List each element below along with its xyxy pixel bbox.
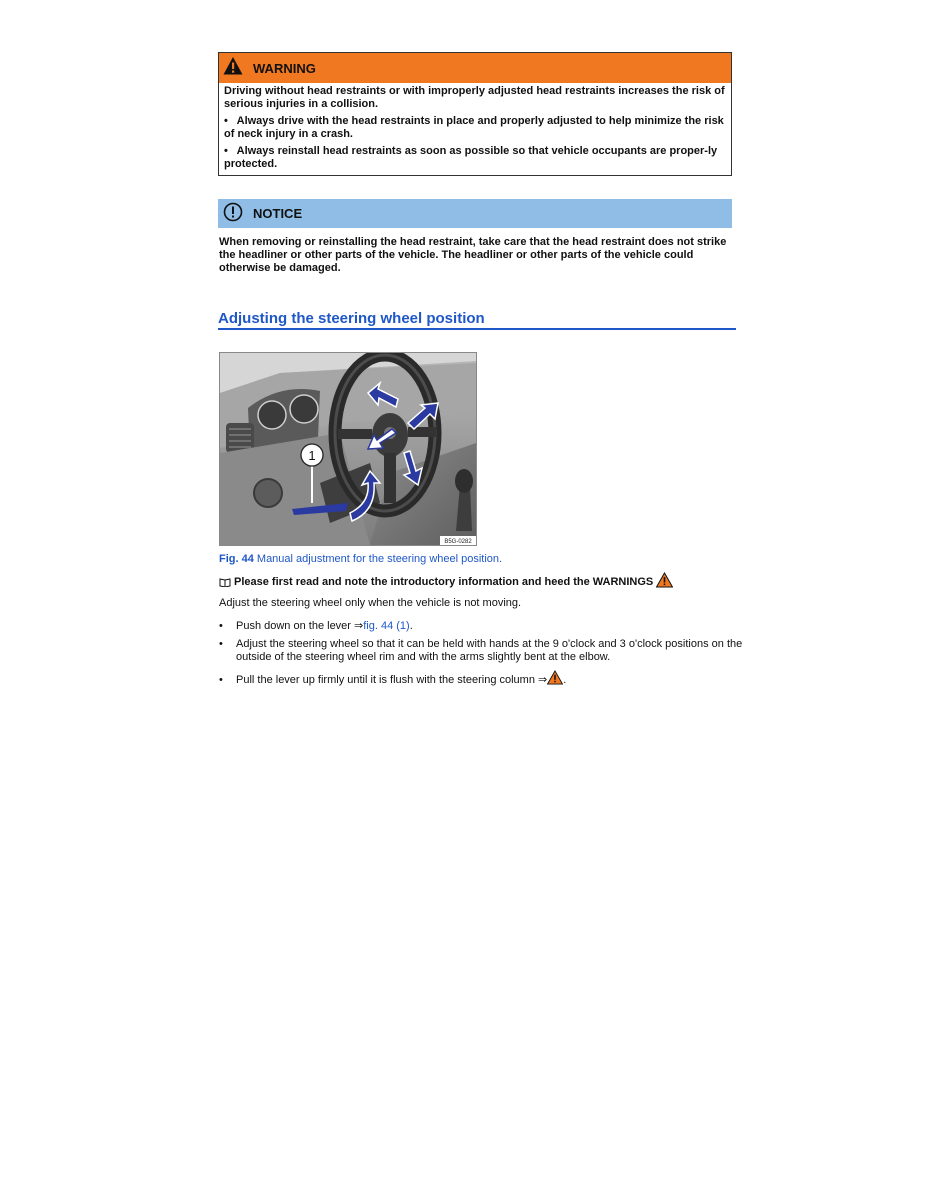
- warning-body: [219, 83, 731, 175]
- book-icon: [219, 577, 231, 587]
- warning-icon: [223, 56, 243, 76]
- notice-text: When removing or reinstalling the head restraint, take care that the head restraint does not strike the headliner or other parts of the vehicle. The headliner or other parts of the vehicle could otherwise be damaged.: [219, 236, 727, 274]
- step-text: Adjust the steering wheel so that it can be held with hands at the 9 o'clock and 3 o'clock positions on the outside of the steering wheel rim and with the arms slightly bent at the elbow.: [236, 638, 743, 663]
- step-text: Pull the lever up firmly until it is flush with the steering column ⇒: [236, 674, 548, 686]
- figure-caption-text: Manual adjustment for the steering wheel position.: [253, 553, 503, 565]
- step-text: Push down on the lever ⇒: [236, 620, 364, 632]
- figure-caption: [219, 553, 502, 565]
- warning-box: [218, 52, 732, 176]
- notice-title: NOTICE: [253, 206, 303, 221]
- warning-triangle-icon[interactable]: [547, 670, 563, 685]
- step-item: • Pull the lever up firmly until it is flush with the steering column ⇒ .: [219, 670, 751, 687]
- warning-bullet: • Always drive with the head restraints in place and properly adjusted to help minimize the risk of neck injury in a crash.: [224, 115, 724, 140]
- notice-header: [218, 199, 732, 228]
- warning-header: [219, 53, 731, 83]
- step-item: • Push down on the lever ⇒fig. 44 (1).: [219, 620, 413, 632]
- figure-label: Fig. 44: [219, 553, 254, 565]
- warning-title: WARNING: [253, 60, 316, 76]
- warning-triangle-icon[interactable]: [656, 572, 673, 588]
- step-item: • Adjust the steering wheel so that it can be held with hands at the 9 o'clock and 3 o'clock positions on the outside of the steering wheel rim and with the arms slightly bent at the elbow.: [219, 638, 743, 663]
- intro-text: Please first read and note the introductory information and heed the WARNINGS: [234, 576, 654, 588]
- steering-wheel-figure: [219, 352, 477, 546]
- steering-wheel-illustration: [220, 353, 476, 545]
- exclamation-circle-icon: [223, 202, 243, 222]
- intro-line: [219, 576, 673, 588]
- fig-44-link[interactable]: fig. 44 (1): [363, 620, 410, 632]
- callout-number: 1: [308, 448, 316, 463]
- section-title: Adjusting the steering wheel position: [218, 310, 736, 330]
- lead-text: Adjust the steering wheel only when the vehicle is not moving.: [219, 597, 522, 609]
- warning-paragraph: Driving without head restraints or with improperly adjusted head restraints increases the risk of serious injuries in a collision.: [224, 85, 725, 110]
- warning-bullet: • Always reinstall head restraints as soon as possible so that vehicle occupants are proper-ly protected.: [224, 145, 718, 170]
- image-code: B5G-0282: [444, 539, 472, 545]
